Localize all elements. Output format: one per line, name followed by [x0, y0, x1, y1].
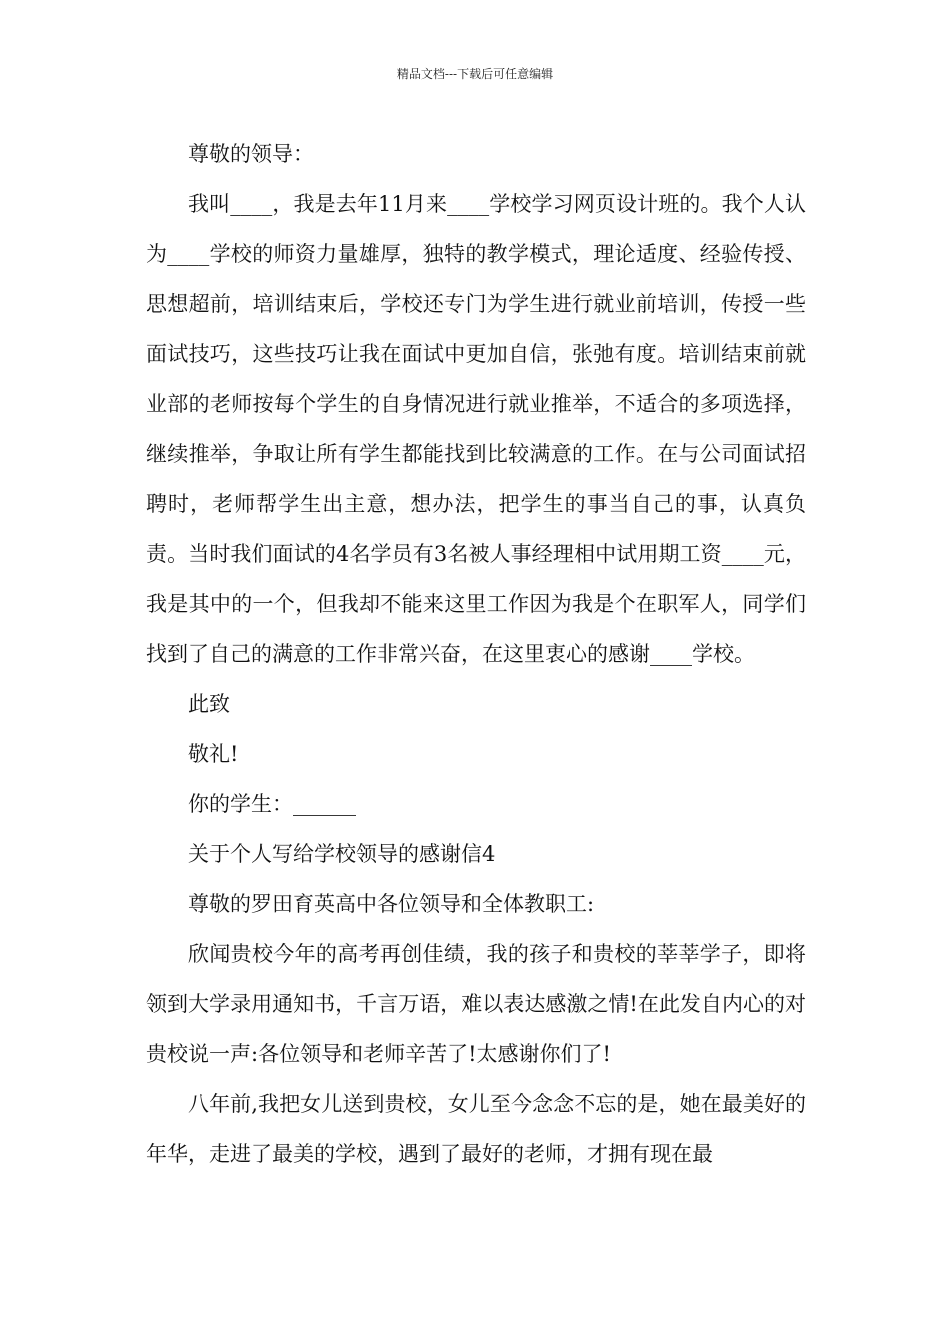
closing-salute: 敬礼! [188, 742, 239, 766]
body-paragraph: 我叫____，我是去年11月来____学校学习网页设计班的。我个人认为____学校的师资力量雄厚，独特的教学模式，理论适度、经验传授、思想超前，培训结束后，学校还专门为学生进行就业前培训，传授一些面试技巧，这些技巧让我在面试中更加自信，张弛有度。培训结束前就业部的老师按每个学生的自身情况进行就业推举，不适合的多项选择，继续推举，争取让所有学生都能找到比较满意的工作。在与公司面试招聘时，老师帮学生出主意，想办法，把学生的事当自己的事，认真负责。当时我们面试的4名学员有3名被人事经理相中试用期工资____元，我是其中的一个，但我却不能来这里工作因为我是个在职军人，同学们找到了自己的满意的工作非常兴奋，在这里衷心的感谢____学校。 [146, 192, 806, 666]
salutation: 尊敬的领导： [188, 142, 314, 166]
section-title: 关于个人写给学校领导的感谢信4 [188, 842, 496, 866]
document-body [146, 129, 806, 1179]
body-paragraph-2: 欣闻贵校今年的高考再创佳绩，我的孩子和贵校的莘莘学子，即将领到大学录用通知书，千言万语，难以表达感激之情!在此发自内心的对贵校说一声:各位领导和老师辛苦了!太感谢你们了! [146, 942, 806, 1066]
salutation-2: 尊敬的罗田育英高中各位领导和全体教职工: [188, 892, 595, 916]
closing-line: 此致 [188, 692, 230, 716]
body-paragraph-3: 八年前,我把女儿送到贵校，女儿至今念念不忘的是，她在最美好的年华，走进了最美的学校，遇到了最好的老师，才拥有现在最 [146, 1092, 806, 1166]
signature: 你的学生：______ [188, 792, 356, 816]
page-header: 精品文档---下载后可任意编辑 [396, 67, 554, 81]
